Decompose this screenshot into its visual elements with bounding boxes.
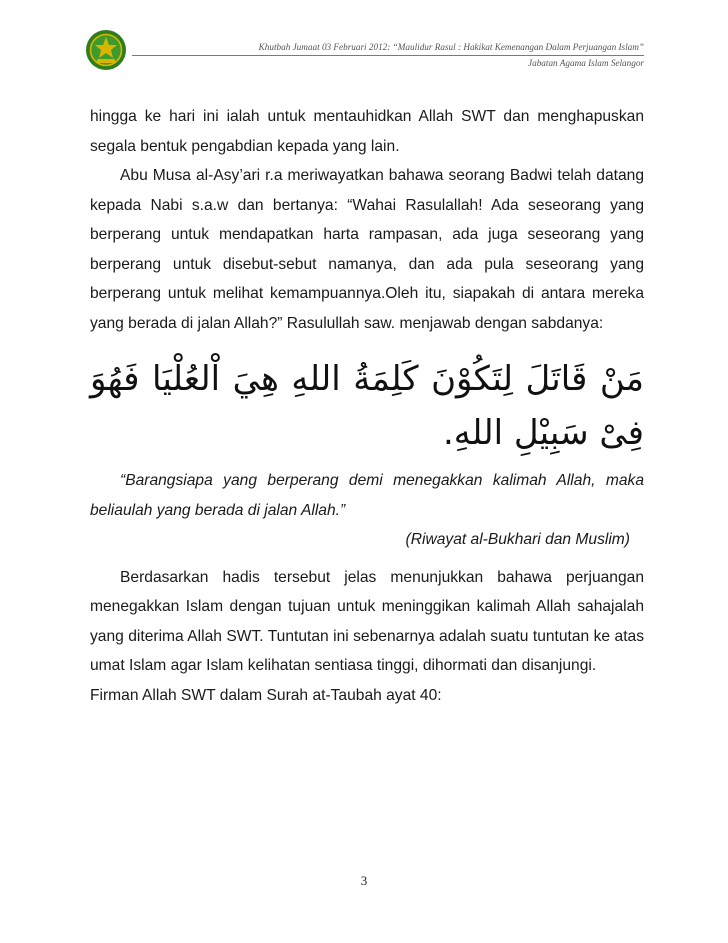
page-header xyxy=(84,28,644,74)
hadith-narration: (Riwayat al-Bukhari dan Muslim) xyxy=(405,531,630,548)
header-divider xyxy=(132,55,644,56)
paragraph-4: Firman Allah SWT dalam Surah at-Taubah ayat 40: xyxy=(90,686,442,704)
header-department: Jabatan Agama Islam Selangor xyxy=(528,58,644,68)
hadith-translation: “Barangsiapa yang berperang demi menegakkan kalimah Allah, maka beliaulah yang berada di jalan Allah.” xyxy=(90,472,644,519)
header-title: Khutbah Jumaat 03 Februari 2012: “Maulidur Rasul : Hakikat Kemenangan Dalam Perjuangan Islam” xyxy=(258,42,644,52)
paragraph-2: Abu Musa al-Asy’ari r.a meriwayatkan bahawa seorang Badwi telah datang kepada Nabi s.a.w dan bertanya: “Wahai Rasulallah! Ada seseorang yang berperang untuk mendapatkan harta rampasan, ada juga seseorang yang berperang untuk disebut-sebut namanya, dan ada pula seseorang yang berperang untuk melihat kemampuannya.Oleh itu, siapakah di antara mereka yang berada di jalan Allah?” Rasulullah saw. menjawab dengan sabdanya: xyxy=(90,167,644,332)
paragraph-1: hingga ke hari ini ialah untuk mentauhidkan Allah SWT dan menghapuskan segala bentuk pengabdian kepada yang lain. xyxy=(90,108,644,155)
arabic-hadith: مَنْ قَاتَلَ لِتَكُوْنَ كَلِمَةُ اللهِ هِيَ اْلعُلْيَا فَهُوَ فِىْ سَبِيْلِ اللهِ. xyxy=(90,359,644,453)
page-body xyxy=(90,102,644,710)
jais-emblem-icon xyxy=(84,28,128,72)
paragraph-3: Berdasarkan hadis tersebut jelas menunjukkan bahawa perjuangan menegakkan Islam dengan tujuan untuk meninggikan kalimah Allah sahajalah yang diterima Allah SWT. Tuntutan ini sebenarnya adalah suatu tuntutan ke atas umat Islam agar Islam kelihatan sentiasa tinggi, dihormati dan disanjungi. xyxy=(90,568,644,674)
page-number: 3 xyxy=(360,873,368,888)
